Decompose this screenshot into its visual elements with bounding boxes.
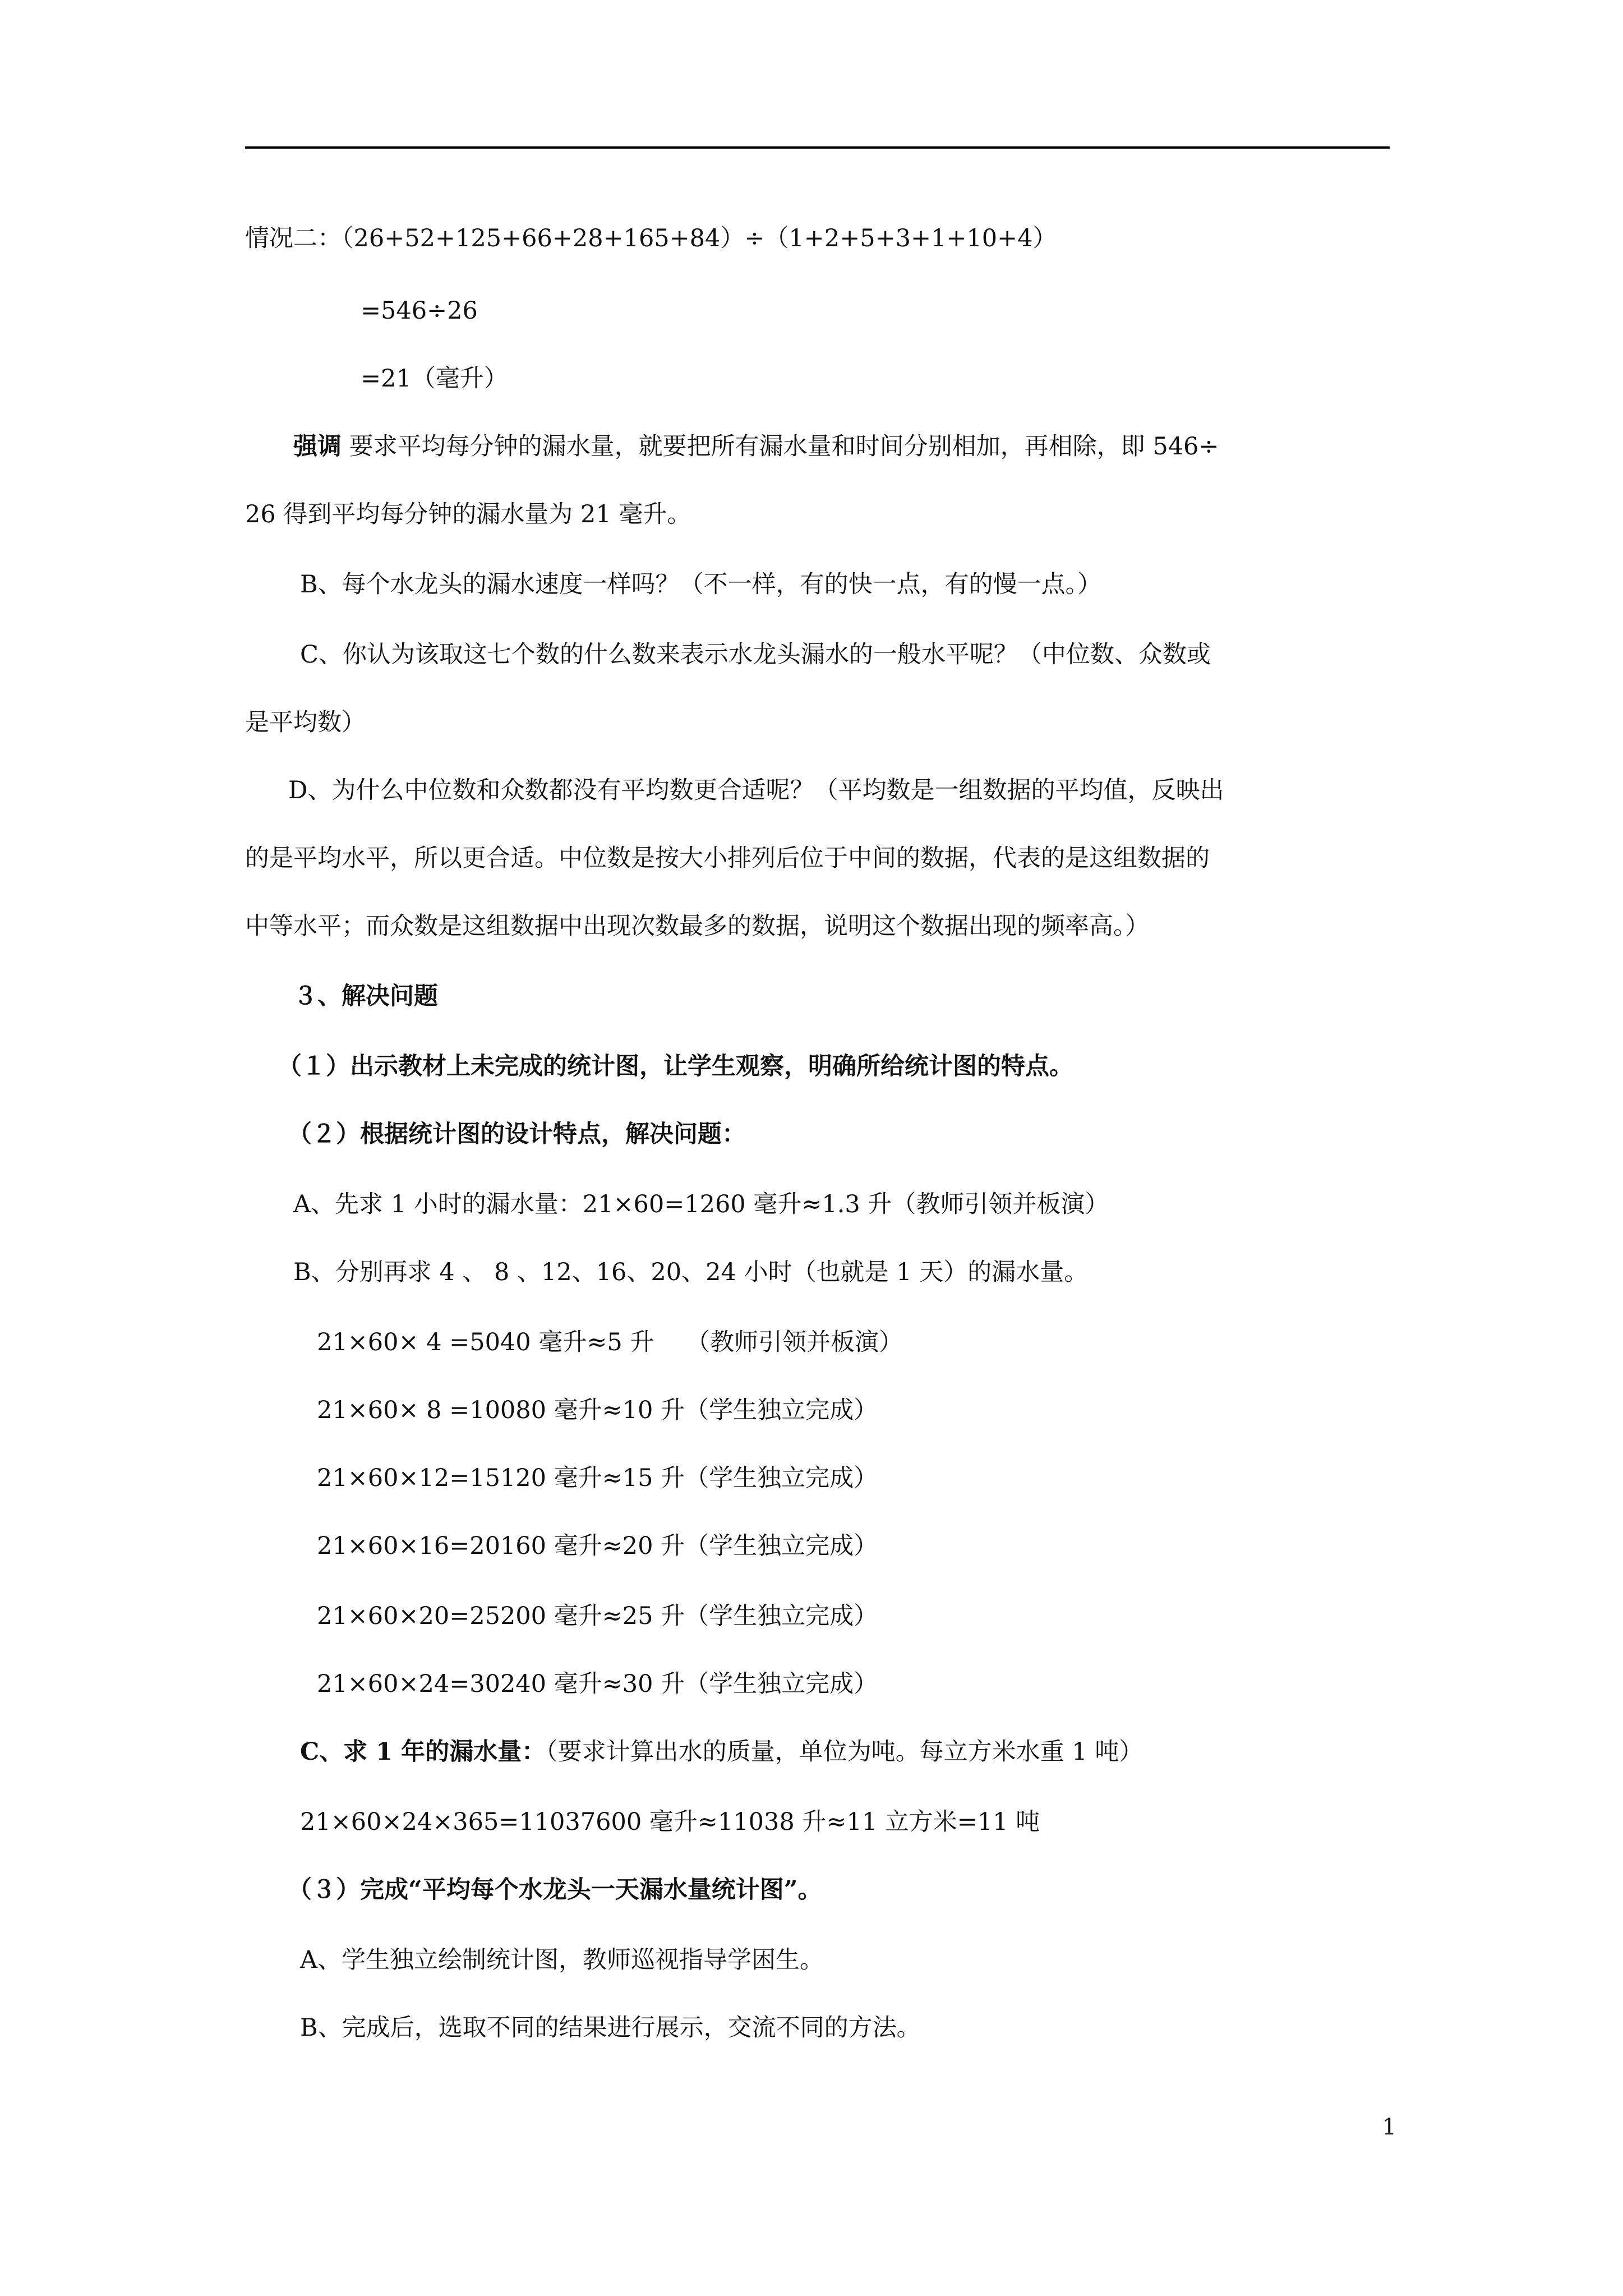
section3-item-c xyxy=(300,1735,1143,1769)
page-number: 1 xyxy=(1382,2114,1396,2140)
question-c-line2: 是平均数） xyxy=(245,708,366,737)
case2-line2: =546÷26 xyxy=(361,297,478,325)
item-c-label: C、求 1 年的漏水量： xyxy=(300,1738,546,1766)
section3-heading: ３、解决问题 xyxy=(293,982,438,1010)
emphasis-text: 要求平均每分钟的漏水量，就要把所有漏水量和时间分别相加，再相除，即 546÷ xyxy=(349,432,1219,461)
item-c-text: （要求计算出水的质量，单位为吨。每立方米水重 1 吨） xyxy=(546,1738,1144,1766)
question-d-line1: D、为什么中位数和众数都没有平均数更合适呢？（平均数是一组数据的平均值，反映出 xyxy=(288,776,1224,804)
section3-step3-b: B、完成后，选取不同的结果进行展示，交流不同的方法。 xyxy=(300,2014,921,2042)
question-d-line3: 中等水平；而众数是这组数据中出现次数最多的数据，说明这个数据出现的频率高。） xyxy=(245,912,1150,940)
calc-line: 21×60× 8 =10080 毫升≈10 升（学生独立完成） xyxy=(317,1396,878,1424)
section3-item-b: B、分别再求 4 、 8 、12、16、20、24 小时（也就是 1 天）的漏水量。 xyxy=(293,1258,1089,1286)
section3-step2: （２）根据统计图的设计特点，解决问题： xyxy=(288,1120,746,1148)
question-c-line1: C、你认为该取这七个数的什么数来表示水龙头漏水的一般水平呢？（中位数、众数或 xyxy=(300,641,1211,669)
section3-step1: （１）出示教材上未完成的统计图，让学生观察，明确所给统计图的特点。 xyxy=(278,1052,1073,1080)
section3-item-c-calc: 21×60×24×365=11037600 毫升≈11038 升≈11 立方米=11 吨 xyxy=(300,1808,1040,1836)
emphasis-label: 强调 xyxy=(293,432,342,461)
calc-line: 21×60×12=15120 毫升≈15 升（学生独立完成） xyxy=(317,1464,878,1492)
question-b: B、每个水龙头的漏水速度一样吗？（不一样，有的快一点，有的慢一点。） xyxy=(300,570,1102,599)
calc-line: 21×60× 4 =5040 毫升≈5 升 （教师引领并板演） xyxy=(317,1328,903,1356)
emphasis-line1 xyxy=(293,430,1219,463)
emphasis-line2: 26 得到平均每分钟的漏水量为 21 毫升。 xyxy=(245,500,691,528)
case2-line1: 情况二：（26+52+125+66+28+165+84）÷（1+2+5+3+1+10+4） xyxy=(245,224,1057,252)
section3-step3-a: A、学生独立绘制统计图，教师巡视指导学困生。 xyxy=(300,1946,824,1974)
calc-line: 21×60×16=20160 毫升≈20 升（学生独立完成） xyxy=(317,1532,878,1560)
header-rule xyxy=(245,146,1390,149)
case2-line3: =21（毫升） xyxy=(361,365,508,393)
calc-line: 21×60×20=25200 毫升≈25 升（学生独立完成） xyxy=(317,1602,878,1630)
question-d-line2: 的是平均水平，所以更合适。中位数是按大小排列后位于中间的数据，代表的是这组数据的 xyxy=(245,844,1210,872)
section3-item-a: A、先求 1 小时的漏水量：21×60=1260 毫升≈1.3 升（教师引领并板演） xyxy=(293,1190,1109,1218)
calc-line: 21×60×24=30240 毫升≈30 升（学生独立完成） xyxy=(317,1670,878,1698)
section3-step3: （３）完成“平均每个水龙头一天漏水量统计图”。 xyxy=(288,1876,822,1904)
